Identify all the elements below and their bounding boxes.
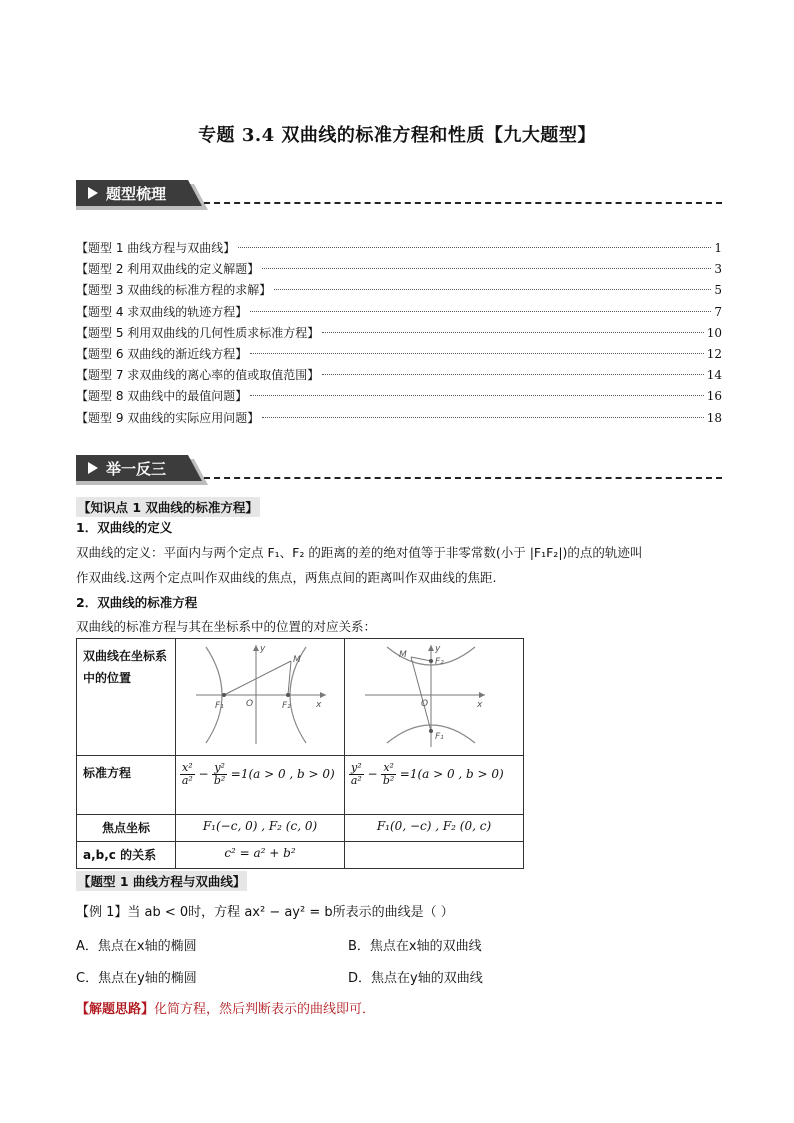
table-cell: 焦点坐标: [77, 815, 176, 842]
banner-label: 举一反三: [106, 460, 167, 478]
label-f2: F₂: [435, 657, 444, 667]
dashed-divider: [204, 202, 722, 204]
toc-item[interactable]: 【题型 9 双曲线的实际应用问题】 18: [76, 410, 722, 425]
option-b[interactable]: B．焦点在x轴的双曲线: [348, 939, 482, 954]
hyperbola-graph: [176, 639, 344, 752]
definition-heading: 1．双曲线的定义: [76, 520, 173, 535]
graph-horizontal-hyperbola: [176, 639, 345, 756]
graph-vertical-hyperbola: [345, 639, 524, 756]
label-m: M: [293, 655, 301, 665]
table-cell: 标准方程: [77, 756, 176, 815]
play-triangle-icon: [88, 187, 98, 199]
definition-text: 作双曲线.这两个定点叫作双曲线的焦点，两焦点间的距离叫作双曲线的焦距.: [76, 570, 497, 585]
table-cell: F₁(−c, 0) , F₂ (c, 0): [176, 815, 345, 842]
hint-label: 【解题思路】: [76, 1002, 155, 1017]
page-title: 专题 3.4 双曲线的标准方程和性质【九大题型】: [198, 125, 596, 146]
label-x: x: [477, 700, 483, 710]
hyperbola-graph: [345, 639, 523, 752]
equation-vertical: $\frac{\text{y²}}{\text{a²}}$ − $\frac{\text{x²}}{\text{b²}}$ =1(a > 0 , b > 0): [345, 756, 524, 815]
section-banner-practice: [76, 455, 722, 481]
toc-item[interactable]: 【题型 1 曲线方程与双曲线】 1: [76, 241, 722, 255]
table-cell: a,b,c 的关系: [77, 842, 176, 869]
toc-item[interactable]: 【题型 5 利用双曲线的几何性质求标准方程】 10: [76, 325, 722, 340]
table-of-contents: [76, 238, 722, 429]
label-f1: F₁: [215, 701, 224, 711]
definition-text: 双曲线的定义：平面内与两个定点 F₁、F₂ 的距离的差的绝对值等于非零常数(小于 |F₁F₂|)的点的轨迹叫: [76, 545, 643, 560]
hyperbola-table: [76, 638, 524, 869]
label-f1: F₁: [435, 732, 444, 742]
table-row: [77, 842, 524, 869]
table-row: [77, 756, 524, 815]
table-row: [77, 639, 524, 756]
knowledge-point-heading: 【知识点 1 双曲线的标准方程】: [76, 497, 260, 517]
play-triangle-icon: [88, 462, 98, 474]
label-origin: O: [421, 699, 429, 709]
label-x: x: [316, 700, 322, 710]
standard-equation-intro: 双曲线的标准方程与其在坐标系中的位置的对应关系：: [76, 619, 377, 634]
table-cell: [345, 842, 524, 869]
toc-item[interactable]: 【题型 7 求双曲线的离心率的值或取值范围】 14: [76, 368, 722, 383]
dashed-divider: [204, 477, 722, 479]
table-cell: F₁(0, −c) , F₂ (0, c): [345, 815, 524, 842]
label-m: M: [399, 650, 407, 660]
toc-item[interactable]: 【题型 2 利用双曲线的定义解题】 3: [76, 262, 722, 277]
question-type-heading: 【题型 1 曲线方程与双曲线】: [76, 871, 247, 891]
table-cell: 双曲线在坐标系中的位置: [77, 639, 176, 756]
toc-item[interactable]: 【题型 8 双曲线中的最值问题】 16: [76, 389, 722, 404]
label-y: y: [260, 644, 266, 654]
section-banner-toc: [76, 180, 722, 206]
label-f2: F₂: [282, 701, 291, 711]
toc-item[interactable]: 【题型 4 求双曲线的轨迹方程】 7: [76, 304, 722, 319]
table-cell: c² = a² + b²: [176, 842, 345, 869]
label-origin: O: [246, 699, 254, 709]
hint-text: 化简方程，然后判断表示的曲线即可．: [154, 1002, 376, 1017]
standard-equation-heading: 2．双曲线的标准方程: [76, 595, 198, 610]
toc-item[interactable]: 【题型 3 双曲线的标准方程的求解】 5: [76, 283, 722, 298]
label-y: y: [435, 644, 441, 654]
equation-horizontal: $\frac{\text{x²}}{\text{a²}}$ − $\frac{\text{y²}}{\text{b²}}$ =1(a > 0 , b > 0): [176, 756, 345, 815]
solution-hint: [76, 998, 375, 1017]
option-d[interactable]: D．焦点在y轴的双曲线: [348, 971, 483, 986]
banner-label: 题型梳理: [106, 185, 167, 203]
example-stem: 【例 1】当 ab < 0时，方程 ax² − ay² = b所表示的曲线是（ ）: [76, 905, 454, 920]
option-c[interactable]: C．焦点在y轴的椭圆: [76, 971, 197, 986]
table-row: [77, 815, 524, 842]
option-a[interactable]: A．焦点在x轴的椭圆: [76, 939, 197, 954]
toc-item[interactable]: 【题型 6 双曲线的渐近线方程】 12: [76, 346, 722, 361]
